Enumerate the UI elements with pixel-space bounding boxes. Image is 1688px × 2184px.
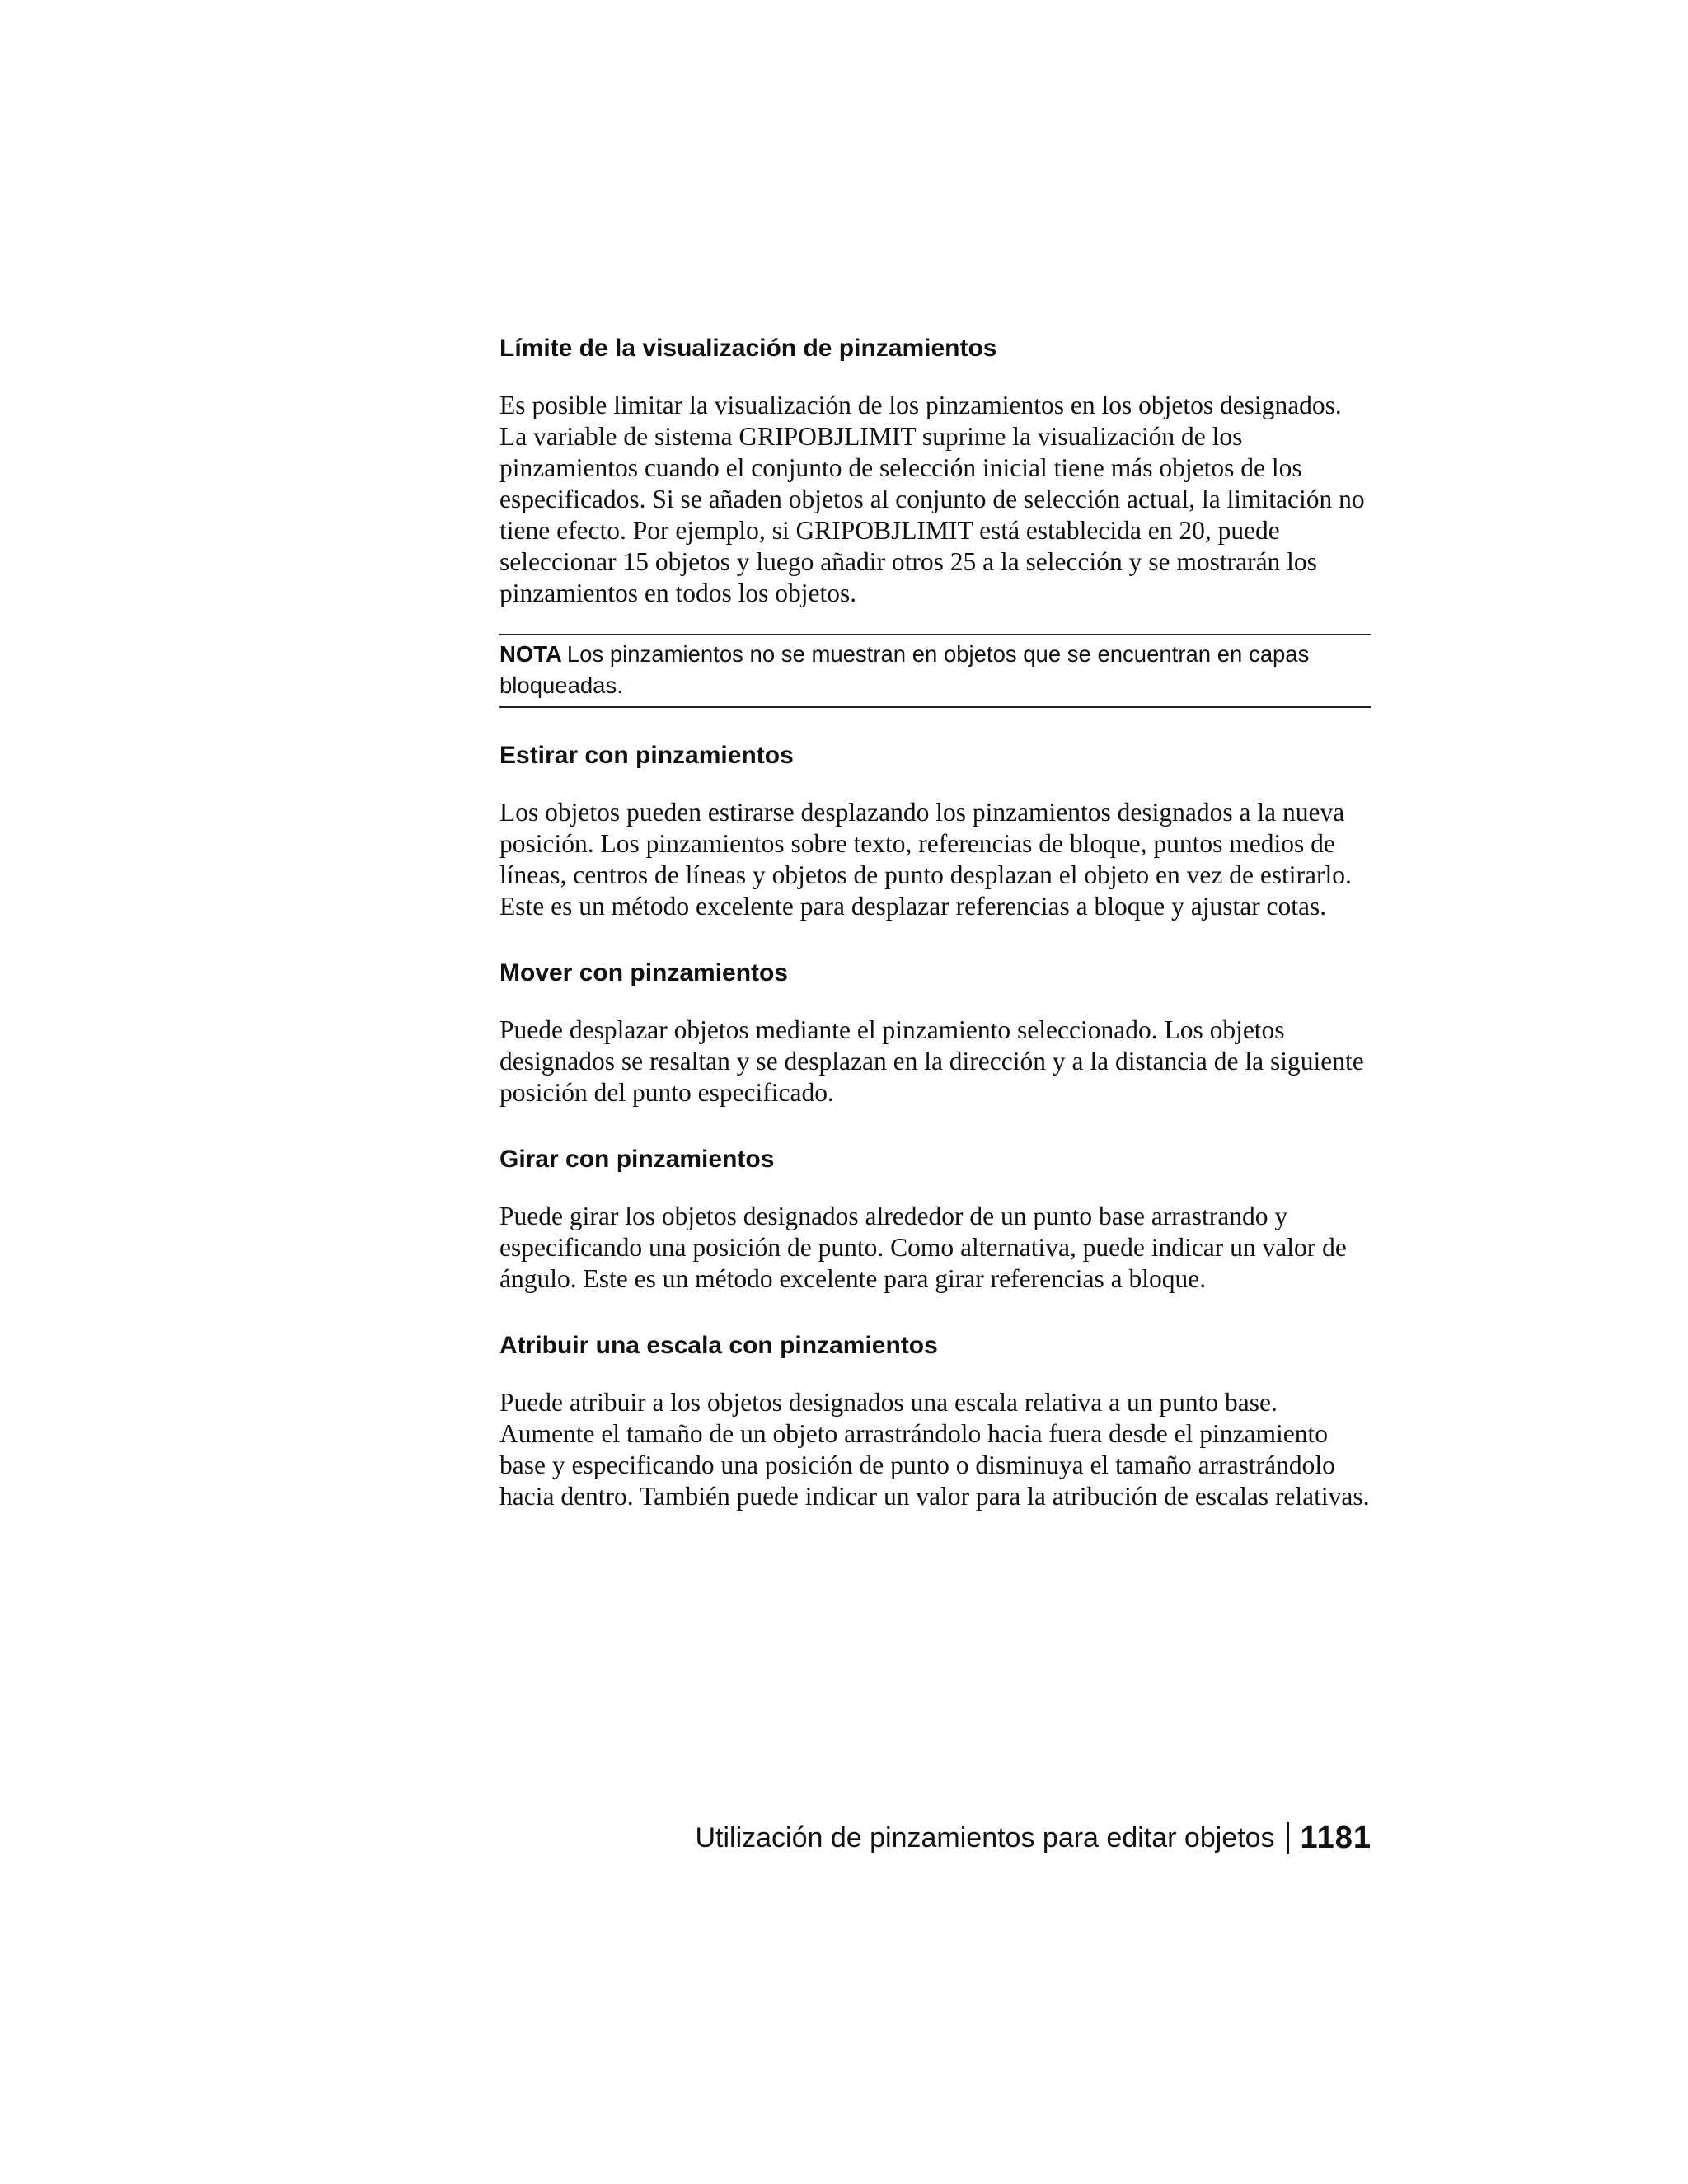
section-heading: Girar con pinzamientos (499, 1146, 775, 1173)
section-heading: Atribuir una escala con pinzamientos (499, 1332, 938, 1359)
note-text: Los pinzamientos no se muestran en objetos que se encuentran en capas bloqueadas. (499, 641, 1310, 698)
section-body: Puede desplazar objetos mediante el pinzamiento seleccionado. Los objetos designados se resaltan y se desplazan en la dirección y a la distancia de la siguiente posición del punto especificado. (499, 1015, 1364, 1107)
page-footer (695, 1820, 1372, 1856)
section-scale-with-grips (499, 1329, 1372, 1512)
section-body: Es posible limitar la visualización de los pinzamientos en los objetos designados. La variable de sistema GRIPOBJLIMIT suprime la visualización de los pinzamientos cuando el conjunto de selección inicial tiene más objetos de los especificados. Si se añaden objetos al conjunto de selección actual, la limitación no tiene efecto. Por ejemplo, si GRIPOBJLIMIT está establecida en 20, puede seleccionar 15 objetos y luego añadir otros 25 a la selección y se mostrarán los pinzamientos en todos los objetos. (499, 391, 1365, 607)
section-move-with-grips (499, 957, 1372, 1108)
section-rotate-with-grips (499, 1143, 1372, 1295)
page-content (499, 332, 1372, 1547)
section-body: Puede atribuir a los objetos designados una escala relativa a un punto base. Aumente el tamaño de un objeto arrastrándolo hacia fuera desde el pinzamiento base y especificando una posición de punto o disminuya el tamaño arrastrándolo hacia dentro. También puede indicar un valor para la atribución de escalas relativas. (499, 1388, 1370, 1511)
section-body: Los objetos pueden estirarse desplazando los pinzamientos designados a la nueva posición. Los pinzamientos sobre texto, referencias de bloque, puntos medios de líneas, centros de líneas y objetos de punto desplazan el objeto en vez de estirarlo. Este es un método excelente para desplazar referencias a bloque y ajustar cotas. (499, 798, 1352, 921)
section-heading: Mover con pinzamientos (499, 959, 789, 987)
section-stretch-with-grips (499, 739, 1372, 922)
page-number: 1181 (1300, 1821, 1372, 1855)
section-heading: Límite de la visualización de pinzamientos (499, 335, 997, 362)
footer-separator (1287, 1822, 1289, 1854)
note-box (499, 634, 1372, 708)
note-label: NOTA (499, 641, 562, 667)
footer-chapter-title: Utilización de pinzamientos para editar objetos (695, 1822, 1275, 1854)
section-body: Puede girar los objetos designados alrededor de un punto base arrastrando y especificando una posición de punto. Como alternativa, puede indicar un valor de ángulo. Este es un método excelente para girar referencias a bloque. (499, 1202, 1347, 1293)
section-heading: Estirar con pinzamientos (499, 742, 794, 769)
section-grip-display-limit (499, 332, 1372, 609)
